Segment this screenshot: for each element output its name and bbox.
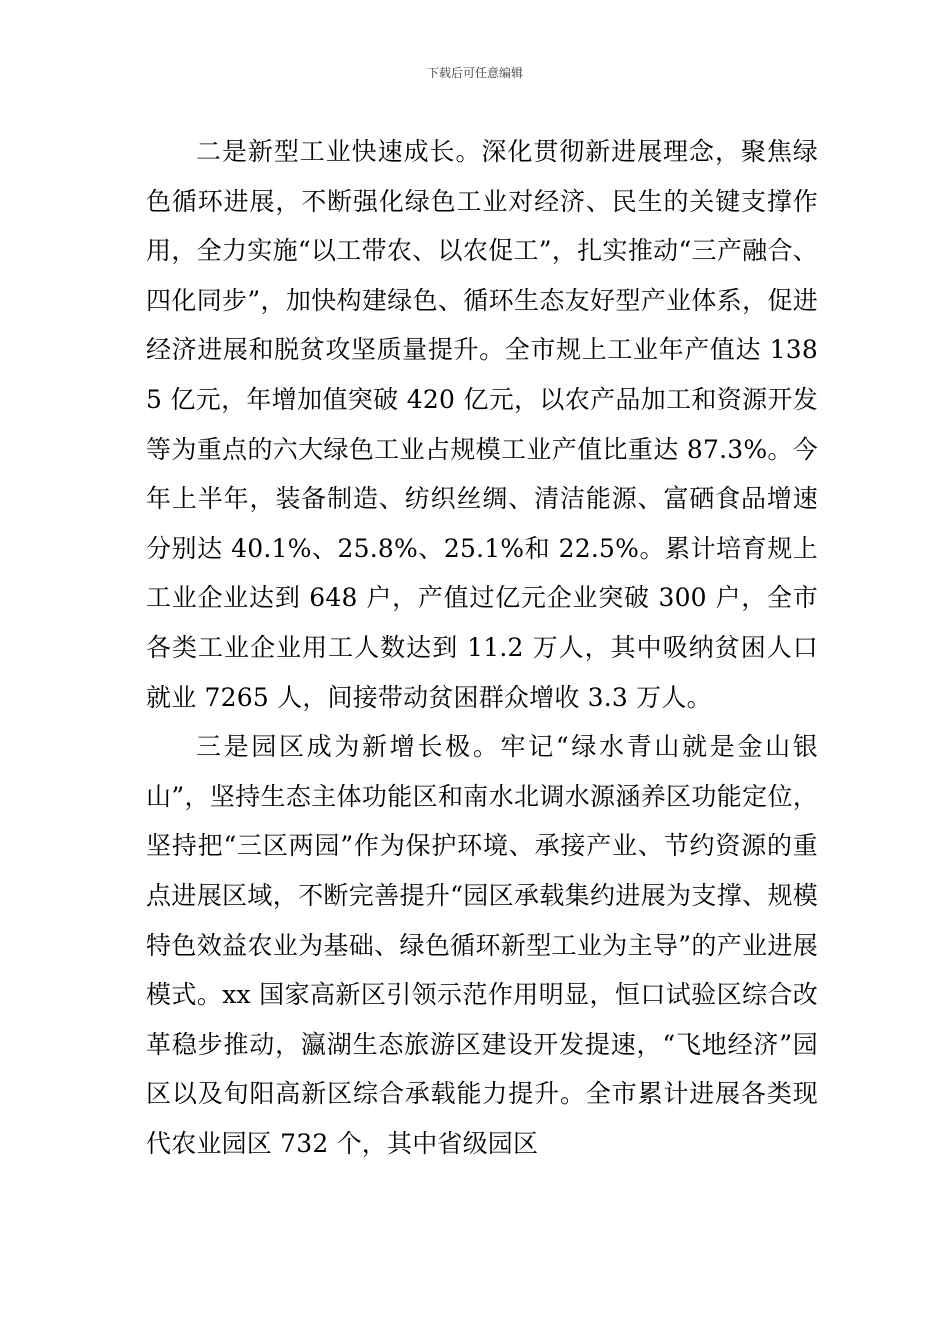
page-header: 下载后可任意编辑 (426, 66, 523, 80)
paragraph-parks: 三是园区成为新增长极。牢记“绿水青山就是金山银山”，坚持生态主体功能区和南水北调水源涵养区功能定位，坚持把“三区两园”作为保护环境、承接产业、节约资源的重点进展区域，不断完善提升“园区承载集约进展为支撑、规模特色效益农业为基础、绿色循环新型工业为主导”的产业进展模式。xx 国家高新区引领示范作用明显，恒口试验区综合改革稳步推动，瀛湖生态旅游区建设开发提速，“飞地经济”园区以及旬阳高新区综合承载能力提升。全市累计进展各类现代农业园区 732 个，其中省级园区 (146, 732, 818, 1158)
paragraph-industry: 二是新型工业快速成长。深化贯彻新进展理念，聚焦绿色循环进展，不断强化绿色工业对经济、民生的关键支撑作用，全力实施“以工带农、以农促工”，扎实推动“三产融合、四化同步”，加快构建绿色、循环生态友好型产业体系，促进经济进展和脱贫攻坚质量提升。全市规上工业年产值达 1385 亿元，年增加值突破 420 亿元，以农产品加工和资源开发等为重点的六大绿色工业占规模工业产值比重达 87.3%。今年上半年，装备制造、纺织丝绸、清洁能源、富硒食品增速分别达 40.1%、25.8%、25.1%和 22.5%。累计培育规上工业企业达到 648 户，产值过亿元企业突破 300 户，全市各类工业企业用工人数达到 11.2 万人，其中吸纳贫困人口就业 7265 人，间接带动贫困群众增收 3.3 万人。 (146, 137, 818, 712)
document-body (146, 127, 818, 1168)
